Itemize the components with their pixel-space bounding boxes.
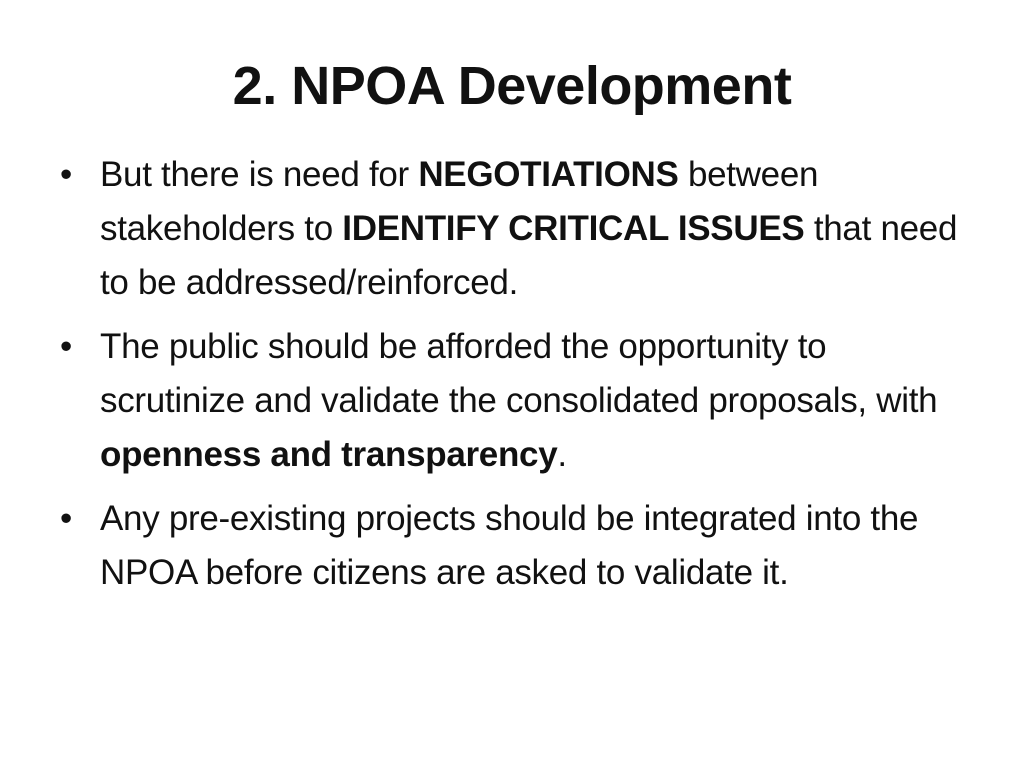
slide-title: 2. NPOA Development <box>232 56 792 116</box>
bullet-item <box>58 492 968 600</box>
bullet-text: that need to be addressed/reinforced. <box>100 209 958 302</box>
bullet-text-bold: IDENTIFY CRITICAL ISSUES <box>342 209 805 248</box>
bullet-text-bold: openness and transparency <box>100 435 558 474</box>
bullet-text: But there is need for <box>100 155 419 194</box>
bullet-text: Any pre-existing projects should be integrated into the NPOA before citizens are asked to validate it. <box>100 499 919 592</box>
bullet-dot-icon: • <box>60 327 72 366</box>
bullet-text: The public should be afforded the opportunity to scrutinize and validate the consolidated proposals, with <box>100 327 938 420</box>
bullet-item <box>58 148 968 310</box>
bullet-item <box>58 320 968 482</box>
bullet-dot-icon: • <box>60 155 72 194</box>
bullet-dot-icon: • <box>60 499 72 538</box>
bullet-list <box>58 148 968 610</box>
bullet-text: between stakeholders to <box>100 155 819 248</box>
bullet-text-bold: NEGOTIATIONS <box>418 155 679 194</box>
bullet-text: . <box>557 435 567 474</box>
